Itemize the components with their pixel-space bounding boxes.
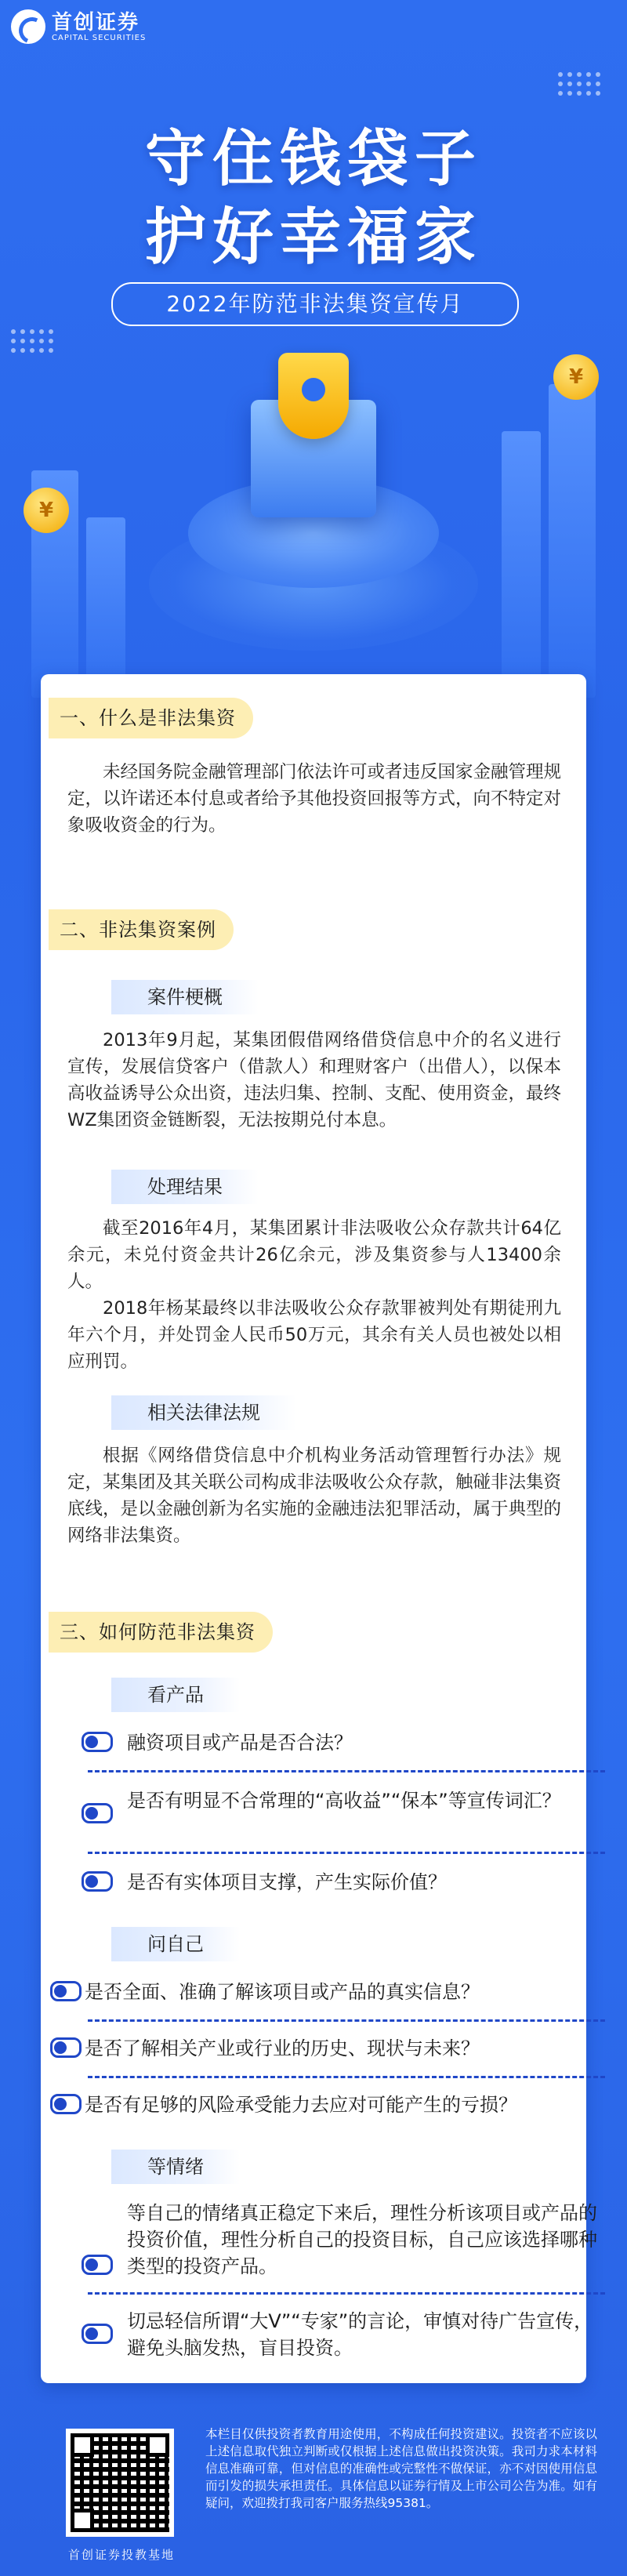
paragraph: 根据《网络借贷信息中介机构业务活动管理暂行办法》规定，某集团及其关联公司构成非法吸收公众存款，触碰非法集资底线，是以金融创新为名实施的金融违法犯罪活动，属于典型的网络非法集资。 [67,1446,562,1546]
qr-code[interactable] [66,2429,174,2537]
toggle-bullet-icon [50,1981,82,2001]
building-icon [86,517,125,698]
checklist-item: 是否了解相关产业或行业的历史、现状与未来？ [50,2035,591,2062]
checklist-item: 是否全面、准确了解该项目或产品的真实信息？ [50,1979,591,2005]
hero-title-line2: 护好幸福家 [144,202,482,273]
checklist-item: 融资项目或产品是否合法？ [82,1729,614,1756]
toggle-bullet-icon [50,2094,82,2114]
hero-illustration [0,337,627,698]
brand-logo-icon [11,9,45,44]
paragraph: 2013年9月起，某集团假借网络借贷信息中介的名义进行宣传，发展信贷客户（借款人）和理财客户（出借人），以保本高收益诱导公众出资，违法归集、控制、支配、使用资金，最终WZ集团资金链断裂，无法按期兑付本息。 [67,1030,562,1130]
toggle-bullet-icon [82,1803,113,1823]
toggle-bullet-icon [50,2037,82,2058]
toggle-bullet-icon [82,1871,113,1892]
building-icon [549,384,596,698]
toggle-bullet-icon [82,1732,113,1752]
subsection-heading: 等情绪 [111,2150,240,2184]
yuan-coin-icon: ¥ [553,354,599,400]
decorative-dots-icon [558,72,600,96]
hero-subtitle: 2022年防范非法集资宣传月 [111,282,519,326]
checklist-item: 是否有实体项目支撑，产生实际价值？ [82,1869,614,1896]
content-card [41,674,597,2383]
paragraph: 2018年杨某最终以非法吸收公众存款罪被判处有期徒刑九年六个月，并处罚金人民币50万元，其余有关人员也被处以相应刑罚。 [67,1298,561,1372]
dashed-divider [88,1770,605,1772]
shield-icon [278,353,349,439]
toggle-bullet-icon [82,2324,113,2344]
brand-name-cn: 首创证券 [52,10,140,34]
disclaimer-text: 本栏目仅供投资者教育用途使用，不构成任何投资建议。投资者不应该以上述信息取代独立判断或仅根据上述信息做出投资决策。我司力求本材料信息准确可靠，但对信息的准确性或完整性不做保证，亦不对因使用信息而引发的损失承担责任。具体信息以证券行情及上市公司公告为准。如有疑问，欢迎拨打我司客户服务热线95381。 [205,2427,597,2510]
paragraph: 未经国务院金融管理部门依法许可或者违反国家金融管理规定，以许诺还本付息或者给予其他投资回报等方式，向不特定对象吸收资金的行为。 [67,762,562,836]
subsection-heading: 看产品 [111,1678,240,1712]
checklist-item: 是否有明显不合常理的“高收益”“保本”等宣传词汇？ [82,1787,614,1823]
subsection-heading: 问自己 [111,1927,240,1961]
qr-caption: 首创证券投教基地 [67,2548,175,2562]
subsection-heading: 处理结果 [111,1170,259,1204]
section-heading: 一、什么是非法集资 [49,698,253,738]
dashed-divider [88,2076,605,2078]
yuan-coin-icon: ¥ [24,488,69,533]
subsection-heading: 相关法律法规 [111,1395,296,1430]
subsection-heading: 案件梗概 [111,980,259,1014]
hero-title-line1: 守住钱袋子 [144,124,482,194]
brand-logo [11,9,146,44]
brand-name-en: CAPITAL SECURITIES [52,33,147,42]
section-heading: 三、如何防范非法集资 [49,1612,273,1653]
paragraph: 截至2016年4月，某集团累计非法吸收公众存款共计64亿余元，未兑付资金共计26亿余元，涉及集资参与人13400余人。 [67,1218,561,1292]
toggle-bullet-icon [82,2255,113,2275]
checklist-item: 切忌轻信所谓“大V”“专家”的言论，审慎对待广告宣传，避免头脑发热，盲目投资。 [82,2308,614,2361]
dashed-divider [88,2019,605,2022]
section-heading: 二、非法集资案例 [49,909,234,950]
dashed-divider [88,1852,605,1854]
checklist-item: 是否有足够的风险承受能力去应对可能产生的亏损？ [50,2092,591,2118]
dashed-divider [88,2292,605,2295]
checklist-item: 等自己的情绪真正稳定下来后，理性分析该项目或产品的投资价值，理性分析自己的投资目标，自己应该选择哪种类型的投资产品。 [82,2200,614,2280]
building-icon [502,431,541,698]
